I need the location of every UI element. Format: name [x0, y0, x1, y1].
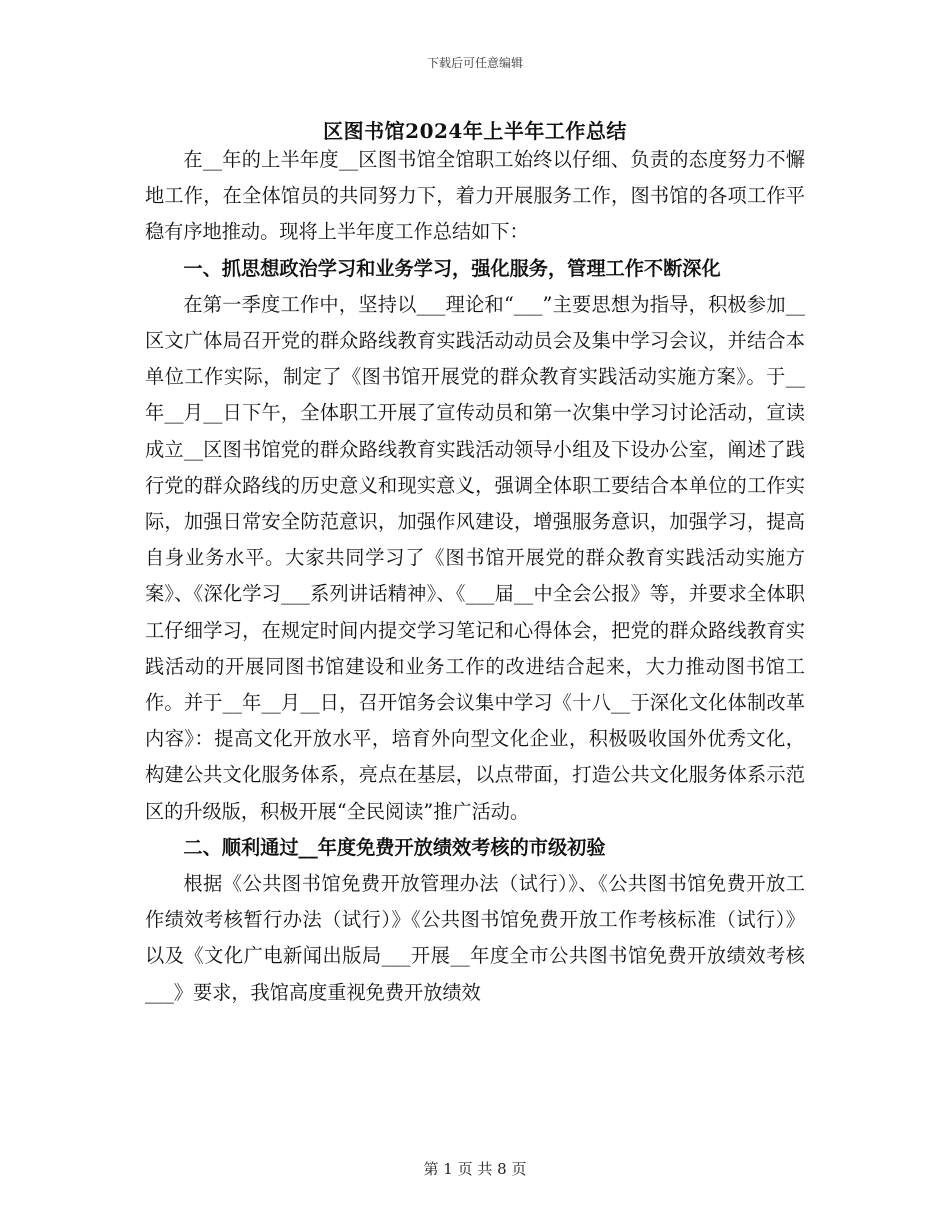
document-body	[145, 142, 805, 1011]
section-2-heading: 二、顺利通过__年度免费开放绩效考核的市级初验	[183, 835, 606, 859]
section-2-paragraph: 根据《公共图书馆免费开放管理办法（试行）》、《公共图书馆免费开放工作绩效考核暂行办法（试行）》《公共图书馆免费开放工作考核标准（试行）》以及《文化广电新闻出版局___开展__年度全市公共图书馆免费开放绩效考核___》要求，我馆高度重视免费开放绩效	[145, 872, 805, 1004]
intro-paragraph: 在__年的上半年度__区图书馆全馆职工始终以仔细、负责的态度努力不懈地工作，在全体馆员的共同努力下，着力开展服务工作，图书馆的各项工作平稳有序地推动。现将上半年度工作总结如下：	[145, 148, 805, 244]
page-number-footer: 第 1 页 共 8 页	[423, 1160, 527, 1178]
document-title: 区图书馆2024年上半年工作总结	[323, 119, 627, 143]
section-1-paragraph: 在第一季度工作中，坚持以___理论和“___”主要思想为指导，积极参加__区文广体局召开党的群众路线教育实践活动动员会及集中学习会议，并结合本单位工作实际，制定了《图书馆开展党的群众教育实践活动实施方案》。于__年__月__日下午，全体职工开展了宣传动员和第一次集中学习讨论活动，宣读成立__区图书馆党的群众路线教育实践活动领导小组及下设办公室，阐述了践行党的群众路线的历史意义和现实意义，强调全体职工要结合本单位的工作实际，加强日常安全防范意识，加强作风建设，增强服务意识，加强学习，提高自身业务水平。大家共同学习了《图书馆开展党的群众教育实践活动实施方案》、《深化学习___系列讲话精神》、《___届__中全会公报》等，并要求全体职工仔细学习，在规定时间内提交学习笔记和心得体会，把党的群众路线教育实践活动的开展同图书馆建设和业务工作的改进结合起来，大力推动图书馆工作。并于__年__月__日，召开馆务会议集中学习《十八__于深化文化体制改革内容》：提高文化开放水平，培育外向型文化企业，积极吸收国外优秀文化，构建公共文化服务体系，亮点在基层，以点带面，打造公共文化服务体系示范区的升级版，积极开展“全民阅读”推广活动。	[145, 292, 805, 823]
page-header-note: 下载后可任意编辑	[426, 56, 523, 70]
section-1-heading: 一、抓思想政治学习和业务学习，强化服务，管理工作不断深化	[183, 256, 721, 280]
